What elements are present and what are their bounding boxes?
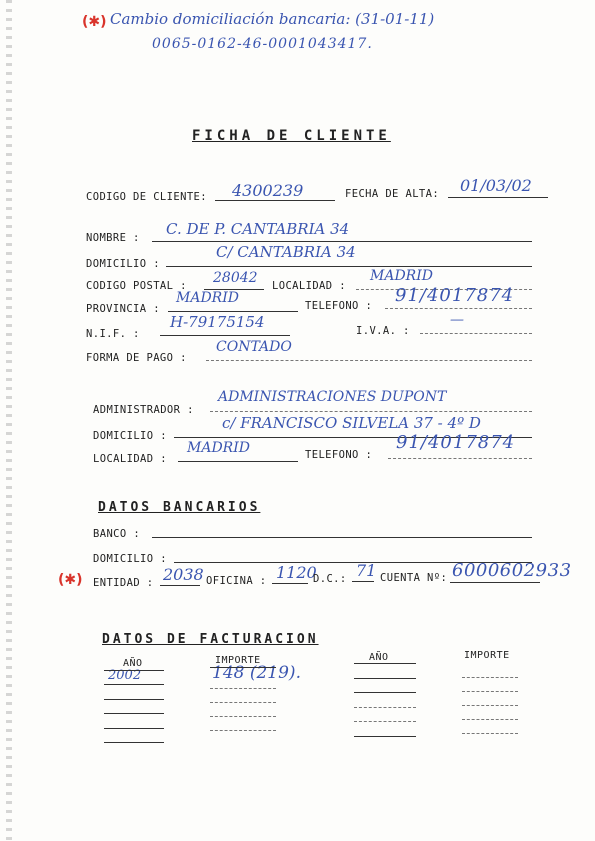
billing-line [210, 716, 276, 717]
nombre-value: C. DE P. CANTABRIA 34 [166, 220, 350, 238]
nombre-line [152, 241, 532, 242]
col-importe-1: IMPORTE [215, 655, 261, 666]
billing-line [462, 677, 518, 678]
billing-line [104, 742, 164, 743]
admin-domicilio-value: c/ FRANCISCO SILVELA 37 - 4º D [222, 414, 481, 432]
telefono-line [385, 308, 532, 309]
billing-line [354, 692, 416, 693]
col-ano-1: AÑO [123, 658, 143, 669]
billing-line [354, 707, 416, 708]
admin-domicilio-label: DOMICILIO : [93, 430, 167, 442]
datos-facturacion-header: DATOS DE FACTURACION [102, 632, 319, 647]
nombre-label: NOMBRE : [86, 232, 140, 244]
forma-pago-line [206, 360, 532, 361]
banco-line [152, 537, 532, 538]
annotation-marker: (✱) [82, 14, 107, 30]
billing-line [104, 684, 164, 685]
oficina-value: 1120 [276, 563, 317, 582]
bank-marker: (✱) [58, 572, 83, 588]
billing-line [354, 663, 416, 664]
telefono-label: TELEFONO : [305, 300, 373, 312]
billing-line [462, 705, 518, 706]
billing-line [210, 688, 276, 689]
fecha-alta-label: FECHA DE ALTA: [345, 188, 440, 200]
billing-line [104, 699, 164, 700]
billing-line [104, 728, 164, 729]
domicilio-label: DOMICILIO : [86, 258, 160, 270]
administrador-line [210, 411, 532, 412]
telefono-value: 91/4017874 [395, 285, 515, 306]
banco-label: BANCO : [93, 528, 141, 540]
binding-holes [6, 0, 12, 841]
admin-localidad-line [178, 461, 298, 462]
provincia-label: PROVINCIA : [86, 303, 160, 315]
nif-label: N.I.F. : [86, 328, 140, 340]
dc-label: D.C.: [313, 573, 347, 585]
cuenta-line [450, 582, 540, 583]
datos-bancarios-header: DATOS BANCARIOS [98, 500, 261, 515]
page-title: FICHA DE CLIENTE [192, 128, 391, 144]
forma-pago-value: CONTADO [216, 339, 292, 355]
col-importe-2: IMPORTE [464, 650, 510, 661]
billing-line [462, 719, 518, 720]
billing-line [354, 721, 416, 722]
nif-value: H-79175154 [170, 313, 265, 331]
bank-domicilio-label: DOMICILIO : [93, 553, 167, 565]
billing-line [104, 713, 164, 714]
billing-line [210, 702, 276, 703]
billing-line [462, 691, 518, 692]
codigo-postal-value: 28042 [213, 270, 258, 286]
row1-ano: 2002 [108, 668, 142, 683]
dc-value: 71 [356, 561, 377, 580]
nif-line [160, 335, 290, 336]
admin-telefono-label: TELEFONO : [305, 449, 373, 461]
domicilio-line [166, 266, 532, 267]
annotation-line-1: Cambio domiciliación bancaria: (31-01-11) [110, 10, 435, 28]
codigo-cliente-label: CODIGO DE CLIENTE: [86, 191, 207, 203]
admin-localidad-value: MADRID [187, 440, 250, 456]
administrador-label: ADMINISTRADOR : [93, 404, 194, 416]
forma-pago-label: FORMA DE PAGO : [86, 352, 187, 364]
billing-line [210, 667, 276, 668]
domicilio-value: C/ CANTABRIA 34 [216, 243, 356, 261]
admin-localidad-label: LOCALIDAD : [93, 453, 167, 465]
billing-line [354, 678, 416, 679]
codigo-postal-label: CODIGO POSTAL : [86, 280, 187, 292]
fecha-alta-line [448, 197, 548, 198]
dc-line [352, 581, 374, 582]
iva-line [420, 333, 532, 334]
admin-telefono-line [388, 458, 532, 459]
entidad-line [160, 585, 200, 586]
provincia-value: MADRID [176, 290, 239, 306]
oficina-label: OFICINA : [206, 575, 267, 587]
administrador-value: ADMINISTRACIONES DUPONT [218, 389, 447, 405]
col-ano-2: AÑO [369, 652, 389, 663]
admin-telefono-value: 91/4017874 [396, 432, 516, 453]
billing-line [354, 736, 416, 737]
annotation-line-2: 0065-0162-46-0001043417. [152, 36, 373, 52]
oficina-line [272, 583, 308, 584]
billing-line [104, 670, 164, 671]
iva-label: I.V.A. : [356, 325, 410, 337]
entidad-value: 2038 [163, 565, 204, 584]
codigo-cliente-line [215, 200, 335, 201]
entidad-label: ENTIDAD : [93, 577, 154, 589]
billing-line [462, 733, 518, 734]
cuenta-value: 6000602933 [452, 560, 572, 581]
billing-line [210, 730, 276, 731]
provincia-line [168, 311, 298, 312]
row1-importe: 148 (219). [212, 663, 301, 683]
codigo-cliente-value: 4300239 [232, 181, 304, 200]
localidad-label: LOCALIDAD : [272, 280, 346, 292]
iva-value: — [450, 312, 464, 328]
localidad-value: MADRID [370, 268, 433, 284]
cuenta-label: CUENTA Nº: [380, 572, 448, 584]
fecha-alta-value: 01/03/02 [460, 176, 532, 195]
